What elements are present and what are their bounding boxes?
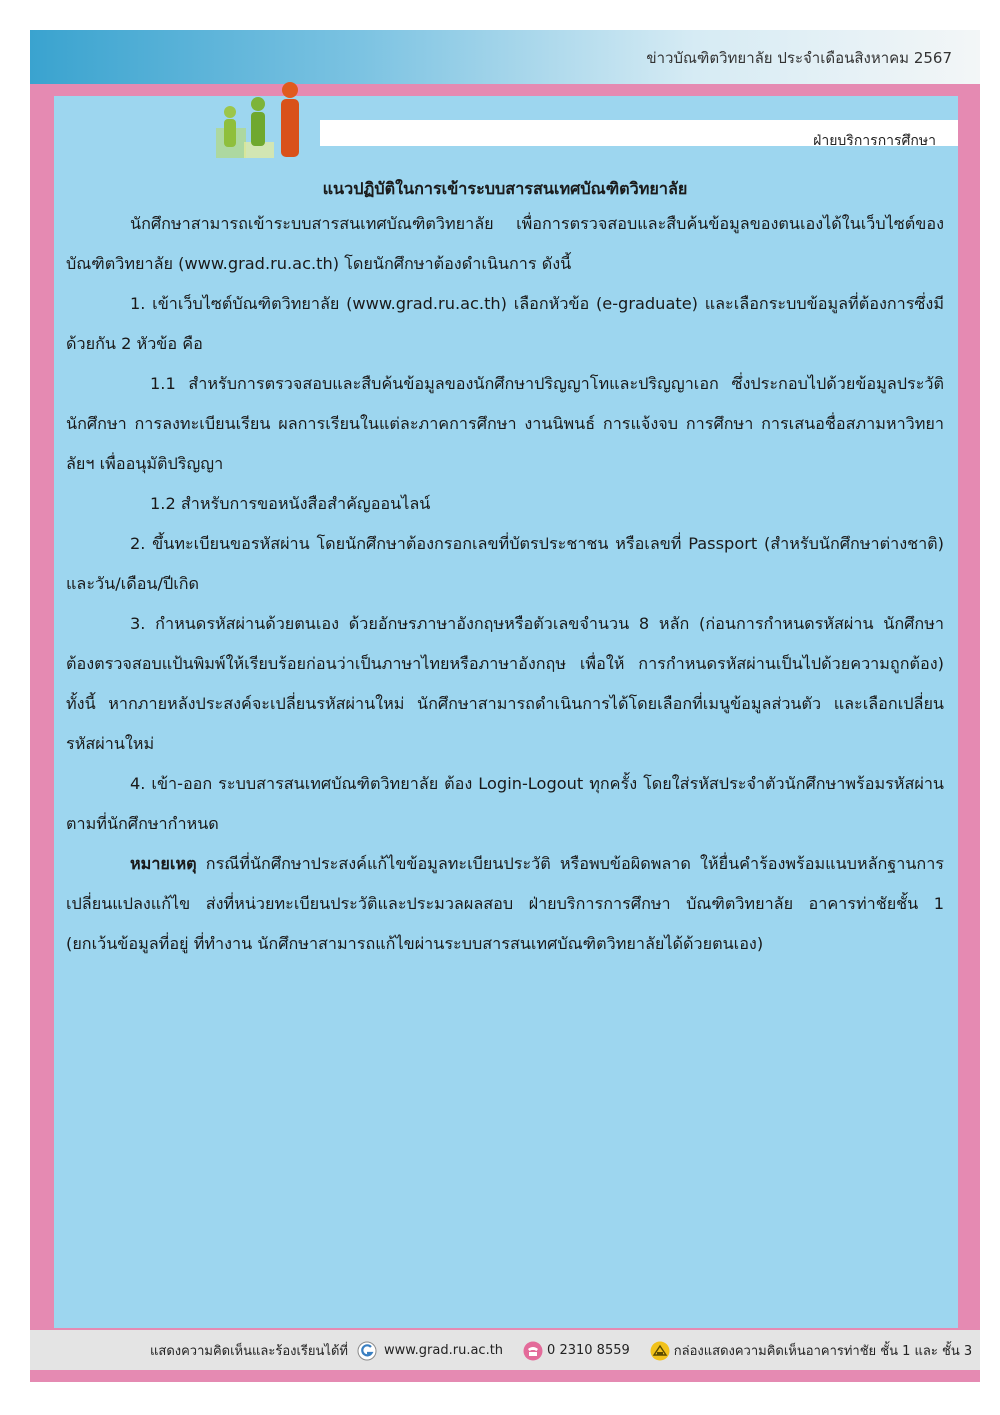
step-1: 1. เข้าเว็บไซต์บัณฑิตวิทยาลัย (www.grad.ru.ac.th) เลือกหัวข้อ (e-graduate) และเลือกระบบข้อมูลที่ต้องการซึ่งมีด้วยกัน 2 หัวข้อ คือ <box>66 294 944 353</box>
note-label: หมายเหตุ <box>130 854 197 873</box>
comment-box-icon <box>650 1341 670 1361</box>
phone-icon <box>523 1341 543 1361</box>
people-icon <box>214 82 314 160</box>
footer-contact <box>150 1340 972 1361</box>
phone-number: 0 2310 8559 <box>547 1343 630 1358</box>
step-1-1: 1.1 สำหรับการตรวจสอบและสืบค้นข้อมูลของนักศึกษาปริญญาโทและปริญญาเอก ซึ่งประกอบไปด้วยข้อมูลประวัตินักศึกษา การลงทะเบียนเรียน ผลการเรียนในแต่ละภาคการศึกษา งานนิพนธ์ การแจ้งจบ การศึกษา การเสนอชื่อสภามหาวิทยาลัยฯ เพื่ออนุมัติปริญญา <box>66 374 944 473</box>
step-4: 4. เข้า-ออก ระบบสารสนเทศบัณฑิตวิทยาลัย ต้อง Login-Logout ทุกครั้ง โดยใส่รหัสประจำตัวนักศึกษาพร้อมรหัสผ่านตามที่นักศึกษากำหนด <box>66 774 944 833</box>
department-bar <box>320 116 958 149</box>
step-1-2: 1.2 สำหรับการขอหนังสือสำคัญออนไลน์ <box>150 494 431 513</box>
department-label: ฝ่ายบริการการศึกษา <box>813 133 936 149</box>
step-2: 2. ขึ้นทะเบียนขอรหัสผ่าน โดยนักศึกษาต้องกรอกเลขที่บัตรประชาชน หรือเลขที่ Passport (สำหรับนักศึกษาต่างชาติ) และวัน/เดือน/ปีเกิด <box>66 534 944 593</box>
article-body <box>66 176 944 964</box>
intro-paragraph: นักศึกษาสามารถเข้าระบบสารสนเทศบัณฑิตวิทยาลัย เพื่อการตรวจสอบและสืบค้นข้อมูลของตนเองได้ในเว็บไซต์ของบัณฑิตวิทยาลัย (www.grad.ru.ac.th) โดยนักศึกษาต้องดำเนินการ ดังนี้ <box>66 214 944 273</box>
web-icon <box>354 1341 380 1361</box>
website-link[interactable]: www.grad.ru.ac.th <box>383 1343 504 1358</box>
comment-box-location: กล่องแสดงความคิดเห็นอาคารท่าชัย ชั้น 1 และ ชั้น 3 <box>673 1344 973 1359</box>
step-3: 3. กำหนดรหัสผ่านด้วยตนเอง ด้วยอักษรภาษาอังกฤษหรือตัวเลขจำนวน 8 หลัก (ก่อนการกำหนดรหัสผ่าน นักศึกษาต้องตรวจสอบแป้นพิมพ์ให้เรียบร้อยก่อนว่าเป็นภาษาไทยหรือภาษาอังกฤษ เพื่อให้ การกำหนดรหัสผ่านเป็นไปด้วยความถูกต้อง) ทั้งนี้ หากภายหลังประสงค์จะเปลี่ยนรหัสผ่านใหม่ นักศึกษาสามารถดำเนินการได้โดยเลือกที่เมนูข้อมูลส่วนตัว และเลือกเปลี่ยนรหัสผ่านใหม่ <box>66 614 944 753</box>
note-paragraph <box>66 844 944 964</box>
note-text: กรณีที่นักศึกษาประสงค์แก้ไขข้อมูลทะเบียนประวัติ หรือพบข้อผิดพลาด ให้ยื่นคำร้องพร้อมแนบหลักฐานการเปลี่ยนแปลงแก้ไข ส่งที่หน่วยทะเบียนประวัติและประมวลผลสอบ ฝ่ายบริการการศึกษา บัณฑิตวิทยาลัย อาคารท่าชัยชั้น 1 (ยกเว้นข้อมูลที่อยู่ ที่ทำงาน นักศึกษาสามารถแก้ไขผ่านระบบสารสนเทศบัณฑิตวิทยาลัยได้ด้วยตนเอง) <box>66 854 944 953</box>
footer-bar <box>30 1330 980 1370</box>
comment-label: แสดงความคิดเห็นและร้องเรียนได้ที่ <box>150 1344 348 1359</box>
article-heading: แนวปฏิบัติในการเข้าระบบสารสนเทศบัณฑิตวิทยาลัย <box>322 179 688 198</box>
newsletter-title: ข่าวบัณฑิตวิทยาลัย ประจำเดือนสิงหาคม 2567 <box>646 49 952 67</box>
